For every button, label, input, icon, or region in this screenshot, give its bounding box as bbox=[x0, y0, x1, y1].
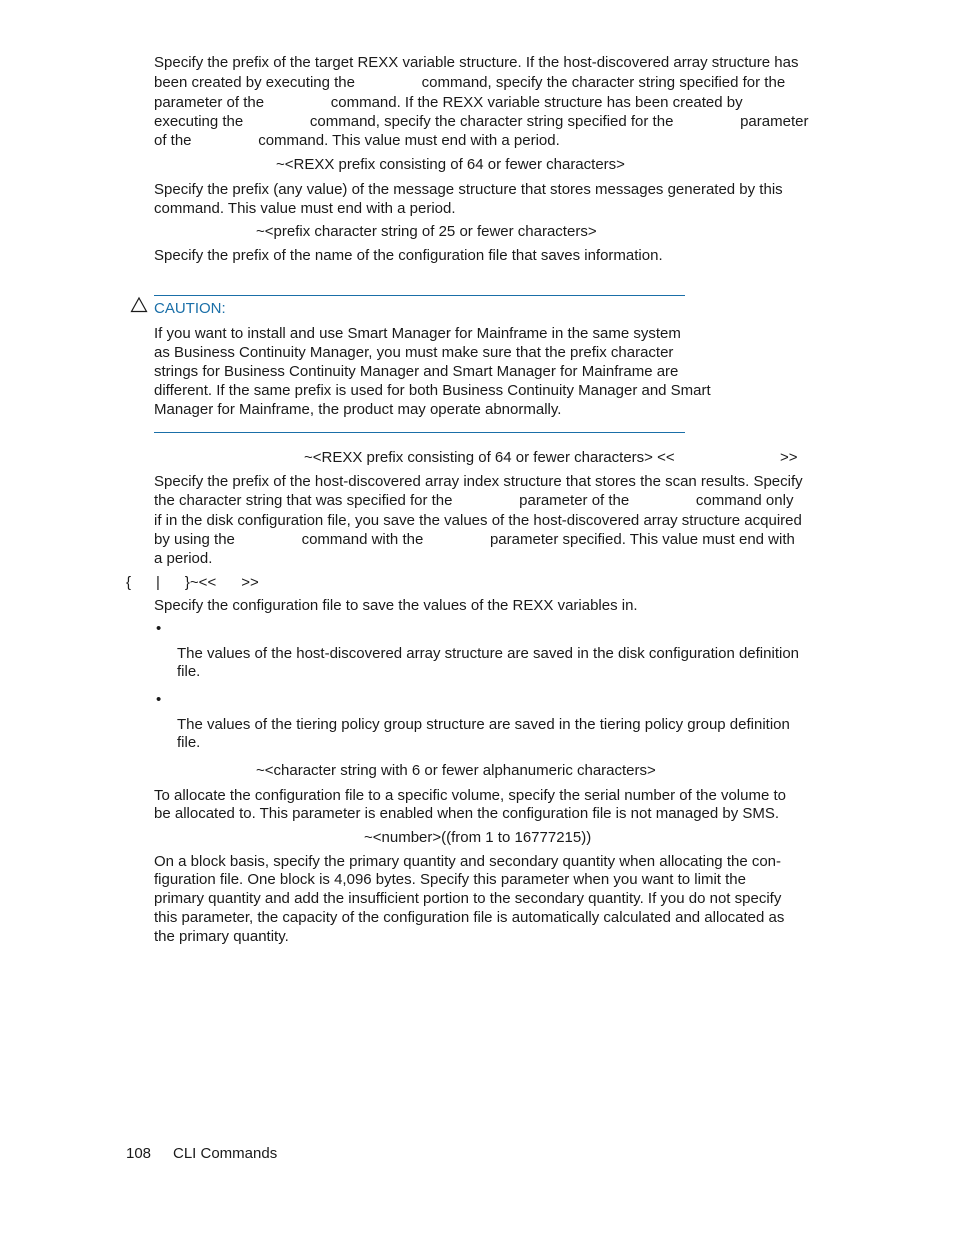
para1-line3: parameter of the command. If the REXX variable structure has been created by bbox=[154, 94, 743, 111]
value-serial-string: ~<character string with 6 or fewer alphanumeric characters> bbox=[256, 762, 656, 779]
caution-bottom-rule bbox=[154, 432, 685, 433]
para7-line1: On a block basis, specify the primary quantity and secondary quantity when allocating the con- bbox=[154, 853, 782, 870]
para7-line5: the primary quantity. bbox=[154, 928, 289, 945]
caution-line4: different. If the same prefix is used for both Business Continuity Manager and Smart bbox=[154, 382, 711, 399]
bullet1-line1: The values of the host-discovered array structure are saved in the disk configuration definition bbox=[177, 645, 800, 662]
value-index-prefix: ~<REXX prefix consisting of 64 or fewer characters> << bbox=[304, 449, 675, 466]
para1-line2: been created by executing the command, specify the character string specified for the bbox=[154, 74, 786, 91]
para7-line4: this parameter, the capacity of the configuration file is automatically calculated and allocated as bbox=[154, 909, 785, 926]
para4-line4: by using the command with the parameter specified. This value must end with bbox=[154, 531, 795, 548]
para6-line2: be allocated to. This parameter is enabled when the configuration file is not managed by SMS. bbox=[154, 805, 780, 822]
bullet2-mark: • bbox=[156, 691, 162, 708]
para4-line1: Specify the prefix of the host-discovered array index structure that stores the scan results. Specify bbox=[154, 473, 803, 490]
para4-line3: if in the disk configuration file, you save the values of the host-discovered array structure acquired bbox=[154, 512, 802, 529]
para2-line2: command. This value must end with a period. bbox=[154, 200, 456, 217]
bullet2-line2: file. bbox=[177, 734, 201, 751]
para4-line2: the character string that was specified for the parameter of the command only bbox=[154, 492, 794, 509]
value-prefix-string: ~<prefix character string of 25 or fewer characters> bbox=[256, 223, 597, 240]
bullet1-mark: • bbox=[156, 620, 162, 637]
para1-line5: of the command. This value must end with a period. bbox=[154, 132, 560, 149]
para5-line1: Specify the configuration file to save the values of the REXX variables in. bbox=[154, 597, 638, 614]
caution-top-rule bbox=[154, 295, 685, 296]
caution-line3: strings for Business Continuity Manager and Smart Manager for Mainframe are bbox=[154, 363, 679, 380]
value-rexx-prefix: ~<REXX prefix consisting of 64 or fewer characters> bbox=[276, 156, 625, 173]
para7-line3: primary quantity and add the insufficient portion to the secondary quantity. If you do not specify bbox=[154, 890, 782, 907]
para3-line1: Specify the prefix of the name of the configuration file that saves information. bbox=[154, 247, 663, 264]
para4-line5: a period. bbox=[154, 550, 213, 567]
caution-line5: Manager for Mainframe, the product may operate abnormally. bbox=[154, 401, 562, 418]
syntax-line: { | }~<< >> bbox=[126, 574, 259, 591]
para6-line1: To allocate the configuration file to a specific volume, specify the serial number of the volume to bbox=[154, 787, 786, 804]
value-number-range: ~<number>((from 1 to 16777215)) bbox=[364, 829, 592, 846]
caution-line1: If you want to install and use Smart Manager for Mainframe in the same system bbox=[154, 325, 681, 342]
value-index-prefix-close: >> bbox=[780, 449, 798, 466]
bullet1-line2: file. bbox=[177, 663, 201, 680]
para1-line1: Specify the prefix of the target REXX variable structure. If the host-discovered array structure has bbox=[154, 54, 799, 71]
para7-line2: figuration file. One block is 4,096 bytes. Specify this parameter when you want to limit the bbox=[154, 871, 746, 888]
caution-line2: as Business Continuity Manager, you must make sure that the prefix character bbox=[154, 344, 674, 361]
para2-line1: Specify the prefix (any value) of the message structure that stores messages generated by this bbox=[154, 181, 783, 198]
page-number: 108 bbox=[126, 1145, 152, 1162]
para1-line4: executing the command, specify the character string specified for the parameter bbox=[154, 113, 809, 130]
caution-triangle-icon bbox=[130, 296, 148, 314]
footer-section-title: CLI Commands bbox=[173, 1145, 278, 1162]
bullet2-line1: The values of the tiering policy group structure are saved in the tiering policy group definition bbox=[177, 716, 790, 733]
caution-title: CAUTION: bbox=[154, 300, 226, 317]
